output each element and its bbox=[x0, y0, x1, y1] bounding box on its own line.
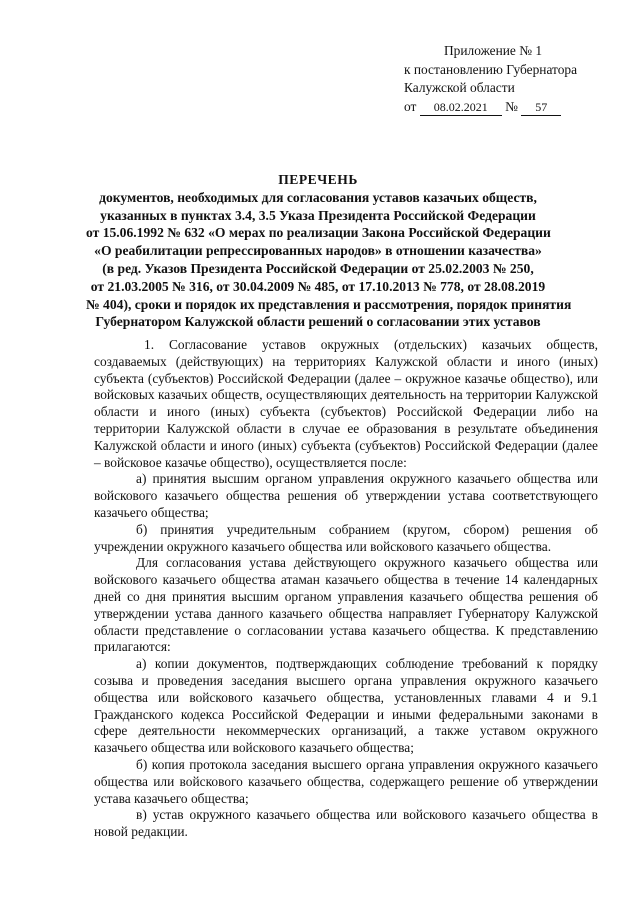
paragraph-2-item-b: б) копия протокола заседания высшего органа управления окружного казачьего общества или войскового казачьего общества, содержащего решение об утверждении устава казачьего общества; bbox=[94, 756, 598, 806]
document-title bbox=[86, 171, 572, 331]
decree-date: 08.02.2021 bbox=[420, 100, 502, 116]
paragraph-1-item-b: б) принятия учредительным собранием (кругом, сбором) решения об учреждении окружного казачьего общества или войскового казачьего общества. bbox=[94, 521, 598, 554]
title-header: ПЕРЕЧЕНЬ bbox=[278, 172, 358, 187]
appendix-title: Приложение № 1 bbox=[444, 43, 543, 58]
decree-number: 57 bbox=[521, 100, 561, 116]
number-label: № bbox=[505, 98, 518, 114]
paragraph-1-item-a: а) принятия высшим органом управления окружного казачьего общества или войскового казачьего общества решения об утверждении устава соответствующего казачьего общества; bbox=[94, 471, 598, 520]
paragraph-2-item-c: в) устав окружного казачьего общества или войскового казачьего общества в новой редакции. bbox=[94, 807, 598, 840]
appendix-line-3: Калужской области bbox=[404, 80, 515, 95]
title-line: Губернатором Калужской области решений о согласовании этих уставов bbox=[95, 314, 541, 330]
title-line: от 21.03.2005 № 316, от 30.04.2009 № 485, от 17.10.2013 № 778, от 28.08.2019 bbox=[90, 278, 546, 294]
appendix-date-line bbox=[404, 98, 640, 117]
title-line: от 15.06.1992 № 632 «О мерах по реализации Закона Российской Федерации bbox=[86, 225, 551, 241]
document-body bbox=[94, 337, 598, 841]
appendix-line-2: к постановлению Губернатора bbox=[404, 61, 578, 77]
from-label: от bbox=[404, 98, 417, 114]
title-line: «О реабилитации репрессированных народов» в отношении казачества» bbox=[94, 243, 542, 259]
paragraph-1: 1. Согласование уставов окружных (отдельских) казачьих обществ, создаваемых (действующих) на территориях Калужской области и иного (иных) субъекта (субъектов) Российской Федерации (далее – окружное казачье общество), или войсковых казачьих обществ, осуществляющих деятельность на территории Калужской области и иного (иных) субъекта (субъектов) Российской Федерации либо на территории Калужской области в случае ее образования в результате объединения Калужской области и иного (иных) субъекта (субъектов) Российской Федерации (далее – войсковое казачье общество), осуществляется после: bbox=[94, 337, 598, 470]
title-line: документов, необходимых для согласования уставов казачьих обществ, bbox=[99, 189, 537, 205]
paragraph-2: Для согласования устава действующего окружного казачьего общества или войскового казачьего общества атаман казачьего общества в течение 14 календарных дней со дня принятия высшим органом управления казачьего общества решения об утверждении устава данного казачьего общества направляет Губернатору Калужской области представление о согласовании устава казачьего общества. К представлению прилагаются: bbox=[94, 555, 598, 655]
appendix-block bbox=[404, 42, 640, 116]
paragraph-2-item-a: а) копии документов, подтверждающих соблюдение требований к порядку созыва и проведения заседания высшего органа управления окружного казачьего общества или войскового казачьего общества, установленных главами 4 и 9.1 Гражданского кодекса Российской Федерации и иными федеральными законами в сфере деятельности некоммерческих организаций, а также уставом окружного казачьего общества или войскового казачьего общества; bbox=[94, 656, 598, 756]
title-line: № 404), сроки и порядок их представления и рассмотрения, порядок принятия bbox=[86, 296, 572, 312]
title-line: (в ред. Указов Президента Российской Федерации от 25.02.2003 № 250, bbox=[102, 260, 534, 276]
title-line: указанных в пунктах 3.4, 3.5 Указа Президента Российской Федерации bbox=[100, 207, 536, 223]
